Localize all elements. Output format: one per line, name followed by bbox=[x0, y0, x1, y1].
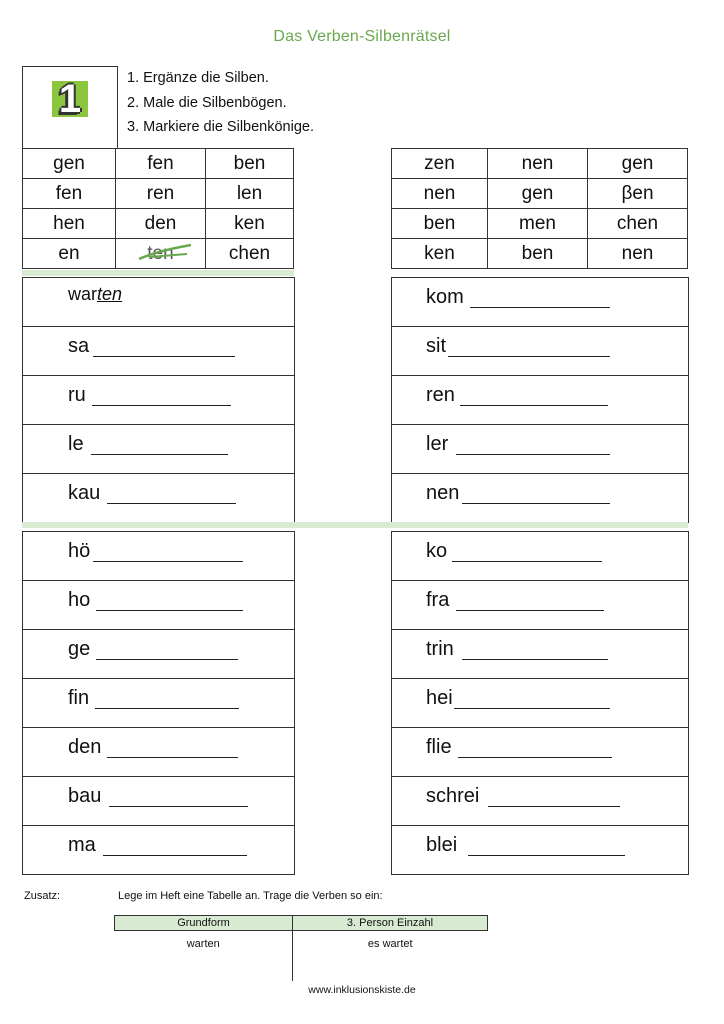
word-row[interactable] bbox=[23, 679, 294, 728]
word-list-left-top bbox=[22, 277, 295, 523]
word-row[interactable] bbox=[392, 777, 688, 826]
answer-line[interactable] bbox=[456, 454, 610, 455]
syllable-cell: den bbox=[116, 209, 206, 239]
word-stem: trin bbox=[426, 638, 454, 660]
syllable-cell: ben bbox=[488, 239, 588, 269]
syllable-cell: gen bbox=[23, 149, 116, 179]
answer-line[interactable] bbox=[95, 708, 239, 709]
answer-line[interactable] bbox=[454, 708, 610, 709]
syllable-cell: βen bbox=[588, 179, 688, 209]
word-stem: ko bbox=[426, 540, 448, 562]
extra-col2-value: es wartet bbox=[367, 938, 413, 950]
answer-line[interactable] bbox=[107, 757, 238, 758]
word-stem: ma bbox=[68, 834, 96, 856]
syllable-cell: gen bbox=[488, 179, 588, 209]
word-stem: ge bbox=[68, 638, 91, 660]
extra-label: Zusatz: bbox=[24, 890, 61, 902]
word-stem: nen bbox=[426, 482, 460, 504]
word-stem: den bbox=[68, 736, 102, 758]
answer-line[interactable] bbox=[468, 855, 625, 856]
instruction-1: 1. Ergänze die Silben. bbox=[127, 70, 269, 86]
instruction-3: 3. Markiere die Silbenkönige. bbox=[127, 119, 314, 135]
word-row[interactable] bbox=[23, 581, 294, 630]
word-stem: schrei bbox=[426, 785, 480, 807]
answer-line[interactable] bbox=[109, 806, 248, 807]
word-stem: blei bbox=[426, 834, 458, 856]
word-row[interactable] bbox=[392, 425, 688, 474]
word-row[interactable] bbox=[23, 630, 294, 679]
word-row[interactable] bbox=[392, 581, 688, 630]
word-row[interactable] bbox=[392, 474, 688, 523]
answer-line[interactable] bbox=[452, 561, 602, 562]
answer-line[interactable] bbox=[448, 356, 610, 357]
word-stem: kom bbox=[426, 286, 464, 308]
syllable-cell: nen bbox=[488, 149, 588, 179]
word-stem: fin bbox=[68, 687, 90, 709]
word-stem: ren bbox=[426, 384, 455, 406]
word-stem: bau bbox=[68, 785, 102, 807]
number-one-icon bbox=[52, 77, 88, 121]
extra-instruction: Lege im Heft eine Tabelle an. Trage die Verben so ein: bbox=[118, 890, 383, 902]
syllable-cell: ken bbox=[392, 239, 488, 269]
badge-number: 1 bbox=[58, 77, 82, 121]
word-stem: kau bbox=[68, 482, 101, 504]
word-stem: hei bbox=[426, 687, 453, 709]
crossed-syllable: ten bbox=[147, 242, 174, 264]
divider-bar bbox=[22, 270, 294, 276]
divider-bar bbox=[22, 522, 688, 528]
word-stem: fra bbox=[426, 589, 450, 611]
extra-col1-header: Grundform bbox=[115, 916, 293, 931]
answer-line[interactable] bbox=[96, 659, 238, 660]
word-stem: sit bbox=[426, 335, 446, 357]
word-row[interactable] bbox=[23, 532, 294, 581]
word-row[interactable] bbox=[23, 327, 294, 376]
answer-line[interactable] bbox=[470, 307, 610, 308]
syllable-cell: ben bbox=[206, 149, 294, 179]
syllable-cell: fen bbox=[116, 149, 206, 179]
word-row[interactable] bbox=[23, 376, 294, 425]
answer-line[interactable] bbox=[93, 356, 235, 357]
syllable-cell: zen bbox=[392, 149, 488, 179]
syllable-cell-crossed bbox=[116, 239, 206, 269]
word-row[interactable] bbox=[23, 474, 294, 523]
instruction-2: 2. Male die Silbenbögen. bbox=[127, 95, 287, 111]
answer-line[interactable] bbox=[92, 405, 231, 406]
footer-url[interactable]: www.inklusionskiste.de bbox=[308, 984, 416, 996]
extra-empty-cell bbox=[115, 957, 293, 981]
word-stem: hö bbox=[68, 540, 91, 562]
syllable-cell: nen bbox=[392, 179, 488, 209]
answer-line[interactable] bbox=[96, 610, 243, 611]
word-row[interactable] bbox=[23, 777, 294, 826]
answer-line[interactable] bbox=[462, 659, 608, 660]
syllable-cell: chen bbox=[206, 239, 294, 269]
answer-line[interactable] bbox=[93, 561, 243, 562]
word-stem: ler bbox=[426, 433, 449, 455]
syllable-cell: fen bbox=[23, 179, 116, 209]
page-title: Das Verben-Silbenrätsel bbox=[273, 28, 451, 45]
syllable-table-right bbox=[391, 148, 688, 269]
answer-line[interactable] bbox=[91, 454, 228, 455]
syllable-cell: nen bbox=[588, 239, 688, 269]
syllable-cell: len bbox=[206, 179, 294, 209]
example-answer: ten bbox=[97, 284, 123, 304]
word-row[interactable] bbox=[392, 376, 688, 425]
word-row[interactable] bbox=[392, 826, 688, 875]
word-stem: flie bbox=[426, 736, 452, 758]
word-row-example bbox=[23, 278, 294, 327]
word-stem: le bbox=[68, 433, 84, 455]
word-row[interactable] bbox=[23, 425, 294, 474]
word-row[interactable] bbox=[392, 630, 688, 679]
syllable-cell: hen bbox=[23, 209, 116, 239]
answer-line[interactable] bbox=[107, 503, 236, 504]
syllable-cell: en bbox=[23, 239, 116, 269]
word-row[interactable] bbox=[392, 327, 688, 376]
syllable-cell: ken bbox=[206, 209, 294, 239]
answer-line[interactable] bbox=[103, 855, 247, 856]
extra-table bbox=[114, 915, 488, 981]
word-row[interactable] bbox=[23, 826, 294, 875]
answer-line[interactable] bbox=[460, 405, 608, 406]
extra-col1-value: warten bbox=[115, 931, 293, 958]
exercise-number-box bbox=[22, 66, 118, 149]
syllable-cell: gen bbox=[588, 149, 688, 179]
example-stem: war bbox=[68, 284, 98, 304]
word-list-right-top bbox=[391, 277, 689, 523]
word-row[interactable] bbox=[392, 728, 688, 777]
answer-line[interactable] bbox=[488, 806, 620, 807]
extra-col2-header: 3. Person Einzahl bbox=[293, 916, 488, 931]
strike-mark-icon bbox=[137, 241, 193, 263]
answer-line[interactable] bbox=[458, 757, 612, 758]
word-row[interactable] bbox=[392, 532, 688, 581]
word-row[interactable] bbox=[23, 728, 294, 777]
extra-empty-cell bbox=[293, 957, 488, 981]
word-stem: ru bbox=[68, 384, 86, 406]
syllable-cell: ben bbox=[392, 209, 488, 239]
syllable-cell: men bbox=[488, 209, 588, 239]
answer-line[interactable] bbox=[462, 503, 610, 504]
word-row[interactable] bbox=[392, 679, 688, 728]
syllable-table-left bbox=[22, 148, 294, 269]
syllable-cell: chen bbox=[588, 209, 688, 239]
answer-line[interactable] bbox=[456, 610, 604, 611]
word-stem: ho bbox=[68, 589, 91, 611]
word-stem: sa bbox=[68, 335, 90, 357]
word-list-right-bottom bbox=[391, 531, 689, 875]
word-row[interactable] bbox=[392, 278, 688, 327]
word-list-left-bottom bbox=[22, 531, 295, 875]
syllable-cell: ren bbox=[116, 179, 206, 209]
